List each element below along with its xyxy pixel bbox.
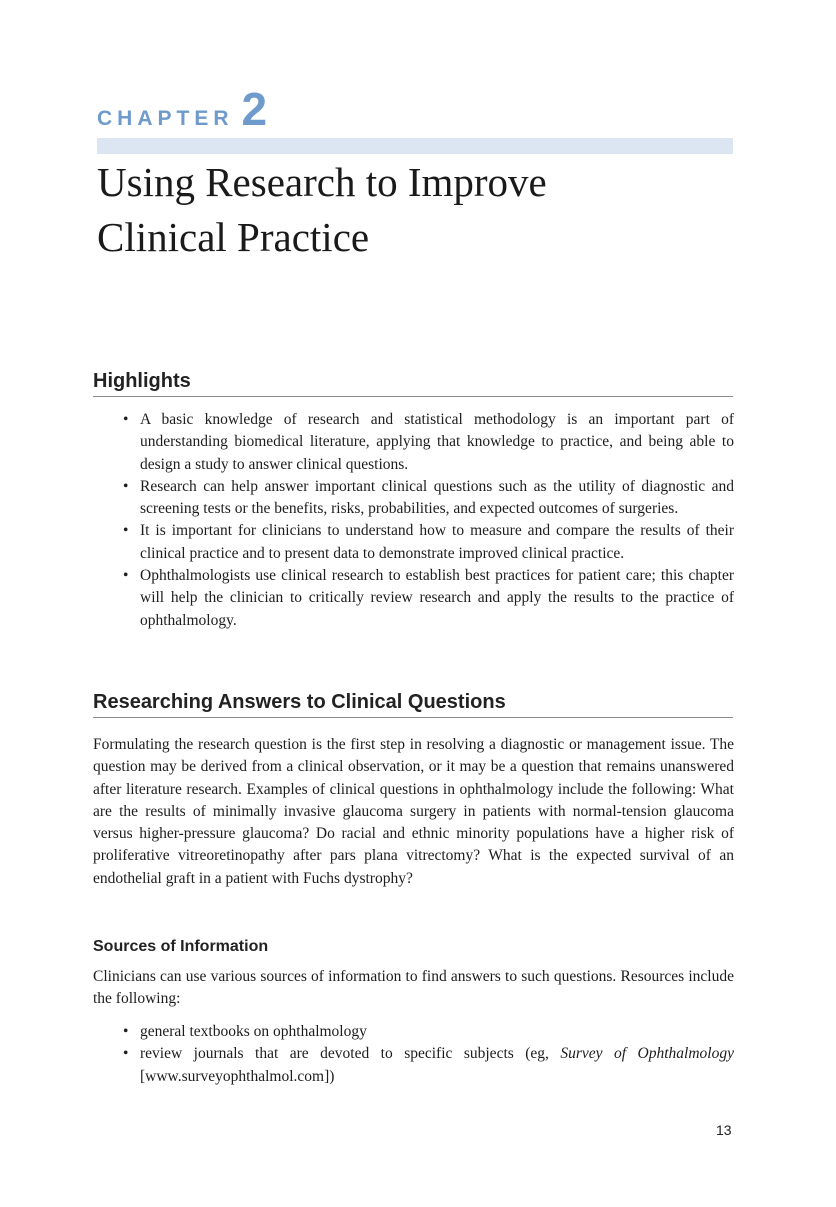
- highlights-heading: Highlights: [93, 370, 733, 397]
- highlight-item: • Research can help answer important clinical questions such as the utility of diagnostic and screening tests or the benefits, risks, probabilities, and expected outcomes of surgeries.: [120, 476, 734, 521]
- source-item-url: [www.surveyophthalmol.com]): [140, 1067, 335, 1085]
- page-number: 13: [716, 1122, 732, 1138]
- highlights-list: [120, 409, 734, 632]
- source-item: • general textbooks on ophthalmology: [120, 1021, 734, 1043]
- chapter-title-bar: [97, 138, 733, 154]
- chapter-word: CHAPTER: [97, 107, 234, 130]
- chapter-number: 2: [241, 83, 268, 135]
- chapter-title-line-2: Clinical Practice: [97, 214, 370, 260]
- researching-heading: Researching Answers to Clinical Questions: [93, 691, 733, 718]
- highlight-item: • A basic knowledge of research and statistical methodology is an important part of understanding biomedical literature, applying that knowledge to practice, and being able to design a study to answer clinical questions.: [120, 409, 734, 476]
- highlight-item: • Ophthalmologists use clinical research to establish best practices for patient care; this chapter will help the clinician to critically review research and apply the results to the practice of ophthalmology.: [120, 565, 734, 632]
- chapter-title-line-1: Using Research to Improve: [97, 159, 547, 205]
- journal-title: Survey of Ophthalmology: [560, 1045, 734, 1063]
- researching-paragraph: Formulating the research question is the first step in resolving a diagnostic or management issue. The question may be derived from a clinical observation, or it may be a question that remains unanswered after literature research. Examples of clinical questions in ophthalmology include the following: What are the results of minimally invasive glaucoma surgery in patients with normal-tension glaucoma versus higher-pressure glaucoma? Do racial and ethnic minority populations have a higher risk of proliferative vitreoretinopathy after pars plana vitrectomy? What is the expected survival of an endothelial graft in a patient with Fuchs dystrophy?: [93, 736, 734, 887]
- sources-list: [120, 1021, 734, 1088]
- highlight-item: • It is important for clinicians to understand how to measure and compare the results of their clinical practice and to present data to demonstrate improved clinical practice.: [120, 520, 734, 565]
- sources-heading: Sources of Information: [93, 938, 269, 955]
- chapter-title: [97, 155, 737, 265]
- chapter-label: [97, 83, 268, 135]
- source-item: [120, 1043, 734, 1088]
- sources-paragraph: Clinicians can use various sources of information to find answers to such questions. Resources include the following:: [93, 968, 734, 1008]
- source-item-text: review journals that are devoted to specific subjects (eg,: [140, 1045, 561, 1063]
